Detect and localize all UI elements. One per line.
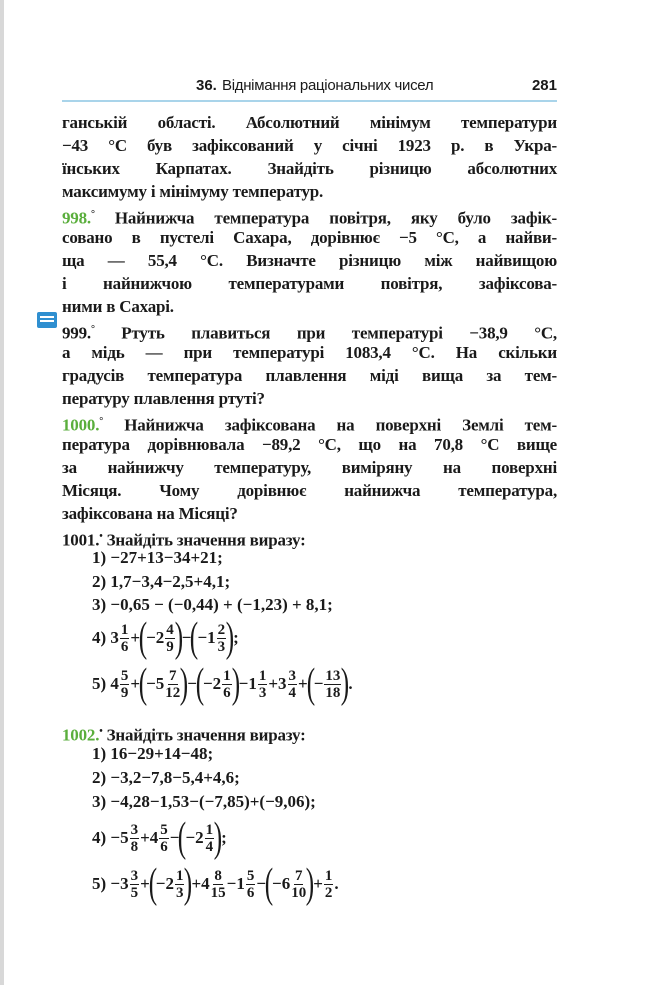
fraction [324,668,341,701]
numerator: 3 [130,821,139,838]
fraction [246,868,256,901]
numerator: 5 [160,821,168,838]
expr-text: 2) 1,7−3,4−2,5+4,1; [92,572,231,591]
expr-text: −2 [155,874,174,893]
expr-text: 5) 4 [92,674,119,693]
text-line [62,111,557,134]
expr-text: −5 [146,674,165,693]
fraction [120,668,130,701]
text-line-content: −43 °С був зафіксований у січні 1923 р. в Укра- [62,136,557,155]
fraction [205,822,215,855]
denominator: 6 [160,838,168,855]
text-line [62,203,557,226]
text-line [62,364,557,387]
header-rule [62,100,557,102]
denominator: 6 [223,684,231,701]
section-title: Віднімання раціональних чисел [222,77,434,94]
expr-text: −1 [197,628,216,647]
parenthesis: ( [306,661,315,707]
text-line-content: Найнижча температура повітря, яку було зафік- [94,208,557,228]
parenthesis: ( [190,615,199,661]
text-line-content: ганській області. Абсолютний мінімум температури [62,113,557,132]
expression-item [92,661,353,707]
denominator: 3 [217,638,226,655]
difficulty-mark: ° [90,324,95,335]
fraction [130,868,140,901]
problem-number: 1002. [62,725,100,745]
expression-item [92,548,223,568]
parenthesis: ) [306,861,315,907]
expr-text: 3) −0,65 − (−0,44) + (−1,23) + 8,1; [92,595,333,614]
book-icon [37,312,57,328]
fraction [324,868,334,901]
text-line [62,502,557,525]
text-line-content: Найнижча зафіксована на поверхні Землі тем- [103,415,557,435]
numerator: 13 [325,667,341,684]
text-line [62,180,557,203]
expression-item [92,792,316,812]
text-line [62,525,557,548]
parenthesis: ) [184,861,193,907]
expression-item [92,768,240,788]
text-line-content: ща — 55,4 °С. Визначте різницю між найвищою [62,251,557,270]
expr-text: . [334,874,339,893]
problem-text-line: Знайдіть значення виразу: [102,725,306,745]
expr-text: −2 [202,674,222,693]
numerator: 5 [246,867,255,884]
expr-text: +4 [140,828,159,847]
text-line-content: а мідь — при температурі 1083,4 °С. На скільки [62,343,557,362]
expr-text: −2 [146,628,165,647]
expr-text: 2) −3,2−7,8−5,4+4,6; [92,768,240,787]
expression-item [92,861,339,907]
expression-item [92,572,230,592]
denominator: 6 [246,884,255,901]
fraction [258,668,268,701]
denominator: 3 [175,884,184,901]
numerator: 1 [120,621,129,638]
difficulty-mark: ° [99,416,104,427]
fraction [120,622,130,655]
denominator: 15 [210,884,226,901]
text-line [62,157,557,180]
expr-text: 5) −3 [92,874,129,893]
fraction [159,822,169,855]
parenthesis: ( [178,815,187,861]
expr-text: ; [233,628,239,647]
parenthesis: ) [213,815,223,861]
fraction [130,822,140,855]
text-line-content: за найнижчу температуру, виміряну на поверхні [62,458,557,477]
parenthesis: ( [148,861,157,907]
expr-text: −2 [185,828,204,847]
text-line-content: градусів температура плавлення міді вища за тем- [62,366,557,385]
text-line [62,456,557,479]
numerator: 1 [223,667,231,684]
text-line-content: максимуму і мінімуму температур. [62,182,324,201]
parenthesis: ) [174,615,183,661]
text-line-content: їнських Карпатах. Знайдіть різницю абсолютних [62,159,557,178]
text-line [62,272,557,295]
fraction [291,868,306,901]
parenthesis: ( [138,661,148,707]
text-line [62,134,557,157]
expr-text: + [140,874,150,893]
parenthesis: ( [264,861,274,907]
text-line [62,226,557,249]
problem-number: 1001. [62,530,100,550]
expr-text: . [348,674,353,693]
expr-text: + [298,674,308,693]
denominator: 4 [205,838,214,855]
parenthesis: ) [231,661,240,707]
expr-text: +3 [268,674,287,693]
numerator: 4 [166,621,174,638]
expr-text: −6 [272,874,291,893]
expr-text: − [256,874,267,893]
denominator: 18 [325,684,341,701]
numerator: 1 [258,667,267,684]
text-line [62,318,557,341]
expr-text: + [130,674,141,693]
text-line [62,387,557,410]
parenthesis: ) [341,661,350,707]
fraction [165,622,175,655]
expr-text: + [130,628,141,647]
expr-text: 4) 3 [92,628,119,647]
problem-1002-heading [62,720,557,743]
text-line-content: ними в Сахарі. [62,297,174,316]
text-line-content: пература дорівнювала −89,2 °С, що на 70,8 °С вище [62,435,557,454]
numerator: 8 [214,867,222,884]
fraction [217,622,227,655]
text-line [62,479,557,502]
denominator: 3 [258,684,267,701]
denominator: 9 [120,684,129,701]
expr-text: −1 [238,674,257,693]
running-header [62,77,557,99]
denominator: 12 [165,684,181,701]
denominator: 2 [324,884,333,901]
problem-number: 999. [62,323,91,343]
text-line [62,295,557,318]
expr-text: − [169,828,180,847]
expr-text: ; [221,828,227,847]
expr-text: − [181,628,192,647]
numerator: 1 [205,821,214,838]
text-line [62,341,557,364]
parenthesis: ( [138,615,148,661]
expr-text: − [313,674,324,693]
expr-text: − [187,674,197,693]
text-line-content: совано в пустелі Сахара, дорівнює −5 °С, а найви- [62,228,557,247]
expr-text: 1) −27+13−34+21; [92,548,223,567]
expr-text: 3) −4,28−1,53−(−7,85)+(−9,06); [92,792,316,811]
denominator: 5 [130,884,139,901]
text-line [62,410,557,433]
denominator: 8 [130,838,139,855]
denominator: 6 [120,638,129,655]
text-line-content: пературу плавлення ртуті? [62,389,265,408]
expr-text: −1 [226,874,245,893]
fraction [222,668,232,701]
text-line [62,249,557,272]
page-number: 281 [531,77,557,94]
text-line [62,433,557,456]
text-line-content: зафіксована на Місяці? [62,504,238,523]
expr-text: + [313,874,323,893]
fraction [211,868,226,901]
text-line-content: і найнижчою температурами повітря, зафіксова- [62,274,557,293]
numerator: 3 [130,867,139,884]
parenthesis: ( [195,661,205,707]
numerator: 5 [120,667,129,684]
problem-number: 1000. [62,415,100,435]
denominator: 9 [166,638,174,655]
difficulty-mark: • [99,531,103,542]
expr-text: +4 [191,874,210,893]
numerator: 7 [294,867,303,884]
parenthesis: ) [180,661,189,707]
fraction [288,668,298,701]
difficulty-mark: ° [90,209,95,220]
numerator: 1 [324,867,333,884]
parenthesis: ) [225,615,235,661]
denominator: 10 [291,884,307,901]
expression-item [92,595,333,615]
expression-item [92,744,213,764]
expr-text: 4) −5 [92,828,129,847]
problem-text [62,111,557,548]
section-number: 36. [196,77,217,94]
expression-item [92,815,227,861]
denominator: 4 [288,684,297,701]
page-edge [0,0,4,985]
numerator: 7 [169,667,177,684]
text-line-content: Ртуть плавиться при температурі −38,9 °С, [94,323,557,343]
difficulty-mark: • [99,726,103,737]
numerator: 2 [217,621,226,638]
numerator: 1 [175,867,184,884]
numerator: 3 [288,667,297,684]
fraction [165,668,180,701]
expr-text: 1) 16−29+14−48; [92,744,214,763]
text-line-content: Місяця. Чому дорівнює найнижча температура, [62,481,557,500]
expression-item [92,615,239,661]
text-line-content: Знайдіть значення виразу: [102,530,306,550]
problem-number: 998. [62,208,91,228]
